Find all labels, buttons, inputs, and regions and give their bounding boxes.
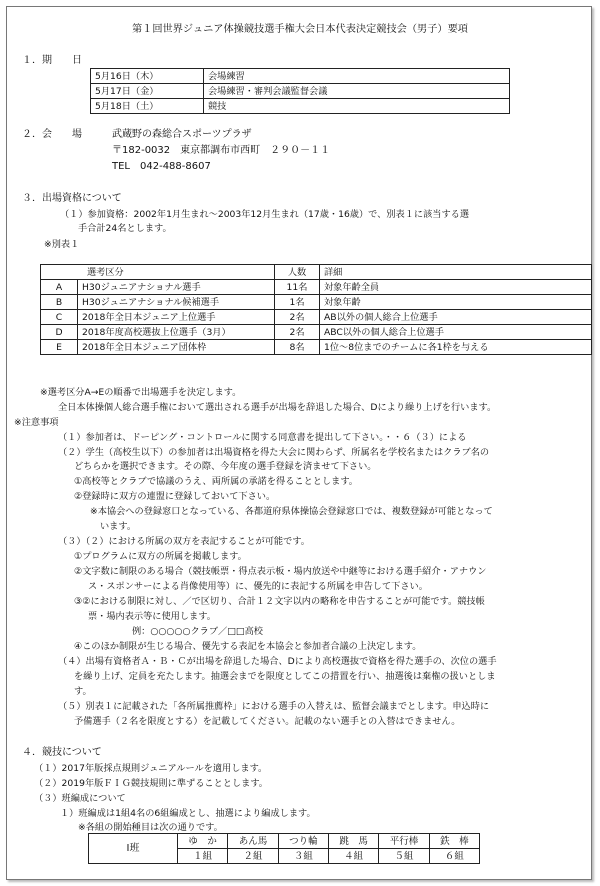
schedule-event: 会場練習 (204, 69, 510, 84)
table-row (41, 280, 592, 295)
note-line: を繰り上げ、定員を充たします。抽選会までを限度としてこの措置を行い、抽選後は棄権の扱いとしま (74, 671, 496, 682)
schedule-event: 会場練習・審判会議監督会議 (204, 84, 510, 99)
note-line: ス・スポンサーによる肖像使用等）に、優先的に表記する所属を申告して下さい。 (88, 581, 428, 592)
row-category: 2018年度高校選抜上位選手（3月） (78, 325, 275, 340)
notes-label: ※注意事項 (14, 417, 59, 428)
table-row (41, 310, 592, 325)
note-line: ②登録時に双方の連盟に登録しておいて下さい。 (74, 491, 276, 502)
group-cell: ４組 (328, 849, 378, 864)
section-1-label: １．期 日 (22, 55, 82, 66)
group-cell: ２組 (228, 849, 278, 864)
group-cell: ６組 (429, 849, 479, 864)
apparatus-cell: つり輪 (278, 834, 328, 849)
row-category: H30ジュニアナショナル候補選手 (78, 295, 275, 310)
row-detail: 対象年齢 (320, 295, 592, 310)
note-line: （５）別表１に記載された「各所属推薦枠」における選手の入替えは、監督会議までとします。申込時に (58, 701, 490, 712)
competition-item: ※各組の開始種目は次の通りです。 (78, 822, 223, 833)
note-line: す。 (74, 686, 92, 697)
venue-name: 武蔵野の森総合スポーツプラザ (112, 129, 252, 140)
venue-address: 〒182-0032 東京都調布市西町 ２９０－１１ (112, 145, 331, 156)
note-line: ④このほか制限が生じる場合、優先する表記を本協会と参加者合議の上決定します。 (74, 641, 422, 652)
row-count: 11名 (275, 280, 320, 295)
table-row (41, 325, 592, 340)
venue-tel: TEL 042-488-8607 (112, 161, 211, 172)
schedule-date: 5月18日（土） (91, 99, 204, 114)
competition-item: （２）2019年版ＦＩＧ競技規則に準ずることとします。 (34, 778, 268, 789)
schedule-row (91, 99, 510, 114)
row-count: 2名 (275, 325, 320, 340)
note-line: （４）出場有資格者Ａ・Ｂ・Ｃが出場を辞退した場合、Dにより高校選抜で資格を得た選手の、次位の選手 (58, 656, 497, 667)
note-line: 予備選手（２名を限度とする）を記載してください。記載のない選手との入替はできません。 (74, 716, 461, 727)
competition-item: （３）班編成について (34, 793, 126, 804)
row-category: H30ジュニアナショナル選手 (78, 280, 275, 295)
apparatus-cell: あん馬 (228, 834, 278, 849)
apparatus-cell: 跳 馬 (328, 834, 378, 849)
header-detail: 詳細 (320, 265, 592, 280)
replacement-note: 全日本体操個人総合選手権において選出される選手が出場を辞退した場合、Dにより繰り上げを行います。 (58, 402, 497, 413)
selection-order-note: ※選考区分A→Eの順番で出場選手を決定します。 (40, 387, 242, 398)
selection-header-row (41, 265, 592, 280)
note-line: ③②における制限に対し、／で区切り、合計１２文字以内の略称を申告することが可能です。競技帳 (74, 596, 485, 607)
schedule-table (90, 68, 510, 114)
row-count: 1名 (275, 295, 320, 310)
eligibility-line-1: （１）参加資格：2002年1月生まれ～2003年12月生まれ（17歳・16歳）で、別表１に該当する選 (60, 209, 470, 220)
note-line: （１）参加者は、ドーピング・コントロールに関する同意書を提出して下さい。・・６（３）による (58, 432, 467, 443)
table-row (41, 340, 592, 355)
apparatus-cell: 鉄 棒 (429, 834, 479, 849)
section-2-label: ２．会 場 (22, 129, 82, 140)
schedule-row (91, 84, 510, 99)
selection-table (40, 264, 592, 355)
page-title: 第１回世界ジュニア体操競技選手権大会日本代表決定競技会（男子）要項 (132, 24, 468, 35)
row-code: A (41, 280, 78, 295)
section-4-label: ４．競技について (22, 747, 102, 758)
competition-item: １）班編成は1組4名の6組編成とし、抽選により編成します。 (60, 808, 316, 819)
apparatus-cell: ゆ か (178, 834, 228, 849)
competition-item: （１）2017年版採点規則ジュニアルールを適用します。 (34, 763, 268, 774)
row-category: 2018年全日本ジュニア団体枠 (78, 340, 275, 355)
note-line: 票・場内表示等に使用します。 (88, 611, 216, 622)
group-cell: １組 (178, 849, 228, 864)
row-detail: 対象年齢全員 (320, 280, 592, 295)
note-line: （３）（２）における所属の双方を表記することが可能です。 (58, 536, 310, 547)
apparatus-cell: 平行棒 (379, 834, 429, 849)
header-count: 人数 (275, 265, 320, 280)
team-label: Ⅰ班 (89, 834, 178, 864)
row-category: 2018年全日本ジュニア上位選手 (78, 310, 275, 325)
note-line: ①高校等とクラブで協議のうえ、両所属の承諾を得ることとします。 (74, 476, 358, 487)
note-line: ①プログラムに双方の所属を掲載します。 (74, 551, 247, 562)
group-cell: ５組 (379, 849, 429, 864)
row-count: 8名 (275, 340, 320, 355)
row-code: B (41, 295, 78, 310)
schedule-row (91, 69, 510, 84)
note-line: います。 (100, 521, 137, 532)
schedule-date: 5月17日（金） (91, 84, 204, 99)
note-line: ※本協会への登録窓口となっている、各都道府県体操協会登録窓口では、複数登録が可能となって (90, 506, 493, 517)
eligibility-line-2: 手合計24名とします。 (78, 223, 172, 234)
group-start-table (88, 833, 480, 864)
group-cell: ３組 (278, 849, 328, 864)
row-code: D (41, 325, 78, 340)
note-line: （２）学生（高校生以下）の参加者は出場資格を得た大会に関わらず、所属名を学校名またはクラブ名の (58, 447, 490, 458)
schedule-date: 5月16日（木） (91, 69, 204, 84)
note-line: 例：○○○○○クラブ／□□高校 (132, 626, 263, 637)
header-category: 選考区分 (41, 265, 275, 280)
section-3-label: ３．出場資格について (22, 193, 122, 204)
row-detail: 1位～8位までのチームに各1枠を与える (320, 340, 592, 355)
row-code: E (41, 340, 78, 355)
row-detail: AB以外の個人総合上位選手 (320, 310, 592, 325)
row-code: C (41, 310, 78, 325)
table-row (41, 295, 592, 310)
apparatus-row (89, 834, 480, 849)
row-count: 2名 (275, 310, 320, 325)
row-detail: ABC以外の個人総合上位選手 (320, 325, 592, 340)
note-line: どちらかを選択できます。その際、今年度の選手登録を済ませて下さい。 (74, 461, 377, 472)
table-note: ※別表１ (44, 239, 80, 250)
note-line: ②文字数に制限のある場合（競技帳票・得点表示板・場内放送や中継等における選手紹介・アナウン (74, 566, 487, 577)
schedule-event: 競技 (204, 99, 510, 114)
